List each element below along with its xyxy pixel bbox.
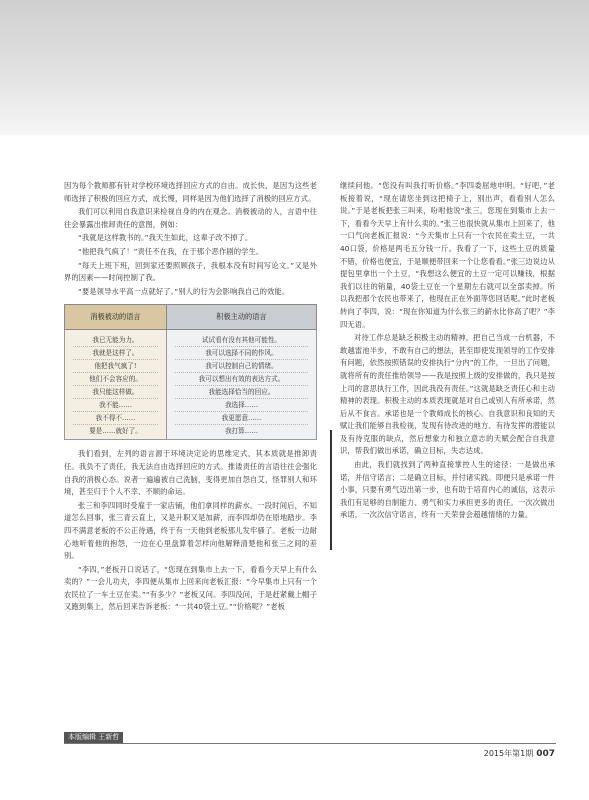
table-line: 我更愿意…… bbox=[175, 412, 308, 425]
table-line: 我可以控制自己的情绪。 bbox=[175, 360, 308, 373]
table-line: 他把我气疯了! bbox=[73, 360, 158, 373]
paragraph: 我们看到，左列的语言源于环境决定论的思维定式，其本质就是推卸责任。我负不了责任，我无法自由选择回应的方式。推诿责任的言语往往会强化自我的消极心态。说者一遍遍被自己洗脑，变得更加自怨自艾，怪罪别人和环境，甚至归于个人不幸、不顺的命运。 bbox=[64, 449, 317, 497]
table-line: 他们不会容应的。 bbox=[73, 373, 158, 386]
footer-rule bbox=[64, 743, 556, 744]
table-line: 我可以选择不同的作风。 bbox=[175, 347, 308, 360]
table-line: 要是……就好了。 bbox=[89, 427, 142, 436]
paragraph: “要是领导水平高一点就好了。”别人的行为会影响我自己的效能。 bbox=[78, 286, 290, 296]
table-line: 我只能这样做。 bbox=[73, 386, 158, 399]
right-column bbox=[340, 180, 555, 523]
table-line: 我不能…… bbox=[73, 399, 158, 412]
paragraph: “他把我气疯了！”责任不在我，在于那个恶作剧的学生。 bbox=[78, 246, 264, 256]
page-number: 007 bbox=[536, 749, 555, 759]
table-line: 我打算…… bbox=[224, 427, 258, 436]
page-footer bbox=[484, 748, 555, 759]
table-line: 试试看有没有其他可能性。 bbox=[175, 334, 308, 347]
table-line: 我能选择恰当的回应。 bbox=[175, 386, 308, 399]
language-comparison-table bbox=[64, 304, 317, 440]
table-header-passive: 消极被动的语言 bbox=[65, 305, 167, 330]
column-divider bbox=[330, 430, 332, 550]
paragraph: “每天上班下班，回到家还要照顾孩子，我根本没有时间写论文。”又是外界的因素——时间控制了我。 bbox=[64, 260, 317, 283]
paragraph: “李四，”老板开口说话了，“您现在到集市上去一下，看看今天早上有什么卖的？”一会儿功夫，李四便从集市上回来向老板汇报：“今早集市上只有一个农民拉了一车土豆在卖。”“有多少？”老板又问。李四没问，于是赶紧戴上帽子又跑到集上，然后回来告诉老板：“一共40袋土豆。”“价格呢？”老板 bbox=[64, 564, 317, 612]
left-column bbox=[64, 180, 317, 615]
table-line: 我可以想出有效的表达方式。 bbox=[175, 373, 308, 386]
paragraph: 因为每个教师都有针对学校环境选择回应方式的自由。成长快，是因为这些老师选择了积极的回应方式，成长慢，同样是因为他们选择了消极的回应方式。 bbox=[64, 181, 317, 203]
top-banner-image bbox=[0, 0, 589, 135]
passive-language-cell bbox=[65, 330, 167, 440]
table-line: 我已无能为力。 bbox=[73, 334, 158, 347]
table-line: 我选择…… bbox=[175, 399, 308, 412]
table-line: 我不得不…… bbox=[73, 412, 158, 425]
paragraph: 继续问他。“您没有叫我打听价格。”李四委屈地申明。“好吧，”老板接着说，“现在请您坐到这把椅子上，别出声，看看别人怎么说。”于是老板把张三叫来，吩咐他说“张三，您现在到集市上去一下，看看今天早上有什么卖的。”张三也很快就从集市上回来了，他一口气向老板汇报说：“今天集市上只有一个农民在卖土豆，一共40口袋，价格是两毛五分钱一斤。我看了一下，这些土豆的质量不错，价格也便宜，于是顺便带回来一个让您看看。”张三边说边从提包里拿出一个土豆，“我想这么便宜的土豆一定可以赚钱，根据我们以往的销量，40袋土豆在一个星期左右就可以全部卖掉。所以我把那个农民也带来了，他现在正在外面等您回话呢。”此时老板转向了李四，说：“现在你知道为什么张三的薪水比你高了吧？”李四无语。 bbox=[340, 181, 555, 329]
paragraph: 我们可以利用自我意识来检视自身的内在观念。消极被动的人，言语中往往会暴露出推卸责任的意图，例如： bbox=[64, 207, 317, 229]
paragraph: 张三和李四同时受雇于一家店铺，他们拿同样的薪水。一段时间后，不知道怎么回事，张三青云直上，又是升职又是加薪，而李四却仍在原地踏步。李四不满意老板的不公正待遇，终于有一天他到老板那儿发牢骚了。老板一边耐心地听着他的抱怨，一边在心里盘算着怎样向他解释清楚他和张三之间的差别。 bbox=[64, 500, 317, 561]
editor-credit: 本版编辑 王新哲 bbox=[64, 732, 123, 743]
issue-label: 2015年第1期 bbox=[483, 749, 534, 758]
table-line: 我就是这样了。 bbox=[73, 347, 158, 360]
proactive-language-cell bbox=[166, 330, 316, 440]
table-header-proactive: 积极主动的语言 bbox=[166, 305, 316, 330]
paragraph: 由此，我们就找到了两种直接掌控人生的途径：一是做出承诺，并信守诺言；二是确立目标，并付诸实践。即便只是承诺一件小事，只要有勇气迈出第一步，也有助于培育内心的诚信，这表示我们有足够的自制能力、勇气和实力承担更多的责任。一次次做出承诺，一次次信守诺言，终有一天荣誉会超越情绪的力量。 bbox=[340, 460, 555, 520]
paragraph: 对待工作总是缺乏积极主动的精神，把自己当成一台机器，不敢越雷池半步，不敢有自己的想法，甚至即使发现领导的工作安排有问题，依然按照错误的安排执行“分内”的工作，一旦出了问题，就将所有的责任推给领导——我是按照上级的安排做的，我只是按上司的意思执行工作，因此我没有责任。”这就是缺乏责任心和主动精神的表现。积极主动的本质表现就是对自己或别人有所承诺，然后从不食言。承诺也是一个教师成长的核心。自我意识和良知的天赋让我们能够自我检视，发现有待改进的地方、有待发挥的潜能以及有待克服的缺点，然后想象力和独立意志的天赋会配合自我意识，帮我们做出承诺，确立目标，失志达成。 bbox=[340, 333, 555, 456]
paragraph: “我就是这样教书的。”我天生如此，这辈子改不掉了。 bbox=[78, 233, 253, 243]
